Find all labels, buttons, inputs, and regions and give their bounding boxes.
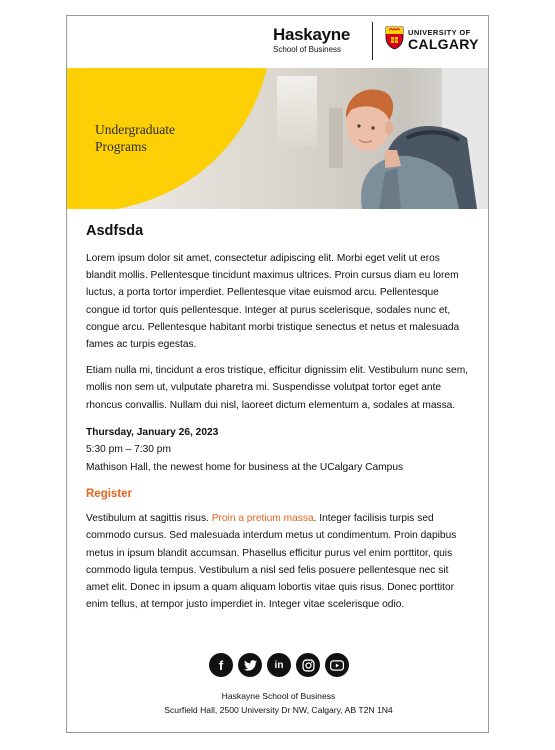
ucalgary-line1: UNIVERSITY OF xyxy=(408,28,471,37)
logo-divider xyxy=(372,22,373,60)
haskayne-wordmark: Haskayne xyxy=(273,25,350,44)
email-header xyxy=(67,16,489,68)
haskayne-subtitle: School of Business xyxy=(273,45,342,54)
email-heading: Asdfsda xyxy=(86,223,144,239)
ucalgary-line2: CALGARY xyxy=(408,36,479,52)
email-frame xyxy=(66,15,489,733)
facebook-icon[interactable]: f xyxy=(209,653,233,677)
paragraph3-text-start: Vestibulum at sagittis risus. xyxy=(86,513,212,525)
event-location: Mathison Hall, the newest home for business at the UCalgary Campus xyxy=(86,461,404,473)
hero-title: Undergraduate Programs xyxy=(95,122,175,154)
event-time: 5:30 pm – 7:30 pm xyxy=(86,444,171,456)
instagram-icon[interactable] xyxy=(296,653,320,677)
footer-school-name: Haskayne School of Business xyxy=(221,691,336,701)
haskayne-logo[interactable] xyxy=(273,26,350,54)
footer-address: Scurfield Hall, 2500 University Dr NW, Calgary, AB T2N 1N4 xyxy=(164,705,393,715)
paragraph3-text-end: . Integer facilisis turpis sed commodo cursus. Sed malesuada interdum metus ut condimentum. Proin dapibus metus in ipsum blandit accumsan. Phasellus efficitur purus vel enim porttitor, quis commodo ligula tempus. Vestibulum a nisl sed felis posuere pellentesque nec sit amet elit. Donec in ipsum a quam aliquam lobortis vitae quis risus. Donec porttitor enim tellus, at tempor justo imperdiet in. Integer vitae scelerisque odio. xyxy=(86,513,457,611)
youtube-icon[interactable] xyxy=(325,653,349,677)
social-links xyxy=(209,653,349,677)
linkedin-icon[interactable]: in xyxy=(267,653,291,677)
ucalgary-shield-icon xyxy=(385,26,404,50)
inline-link[interactable]: Proin a pretium massa xyxy=(211,513,314,525)
email-body xyxy=(86,222,471,622)
twitter-icon[interactable] xyxy=(238,653,262,677)
event-details xyxy=(86,424,471,476)
body-paragraph-3 xyxy=(86,510,471,613)
body-paragraph-2: Etiam nulla mi, tincidunt a eros tristique, efficitur dignissim elit. Vestibulum nunc sem, mollis non sem ut, vulputate pharetra mi. Suspendisse volutpat tortor eget ante rhoncus convallis. Nullam dui nisl, laoreet dictum elementum a, sodales at massa. xyxy=(86,365,469,411)
body-paragraph-1: Lorem ipsum dolor sit amet, consectetur adipiscing elit. Morbi eget velit ut eros blandit mollis. Pellentesque tincidunt maximus ultrices. Proin cursus diam eu lorem luctus, a porta tortor imperdiet. Pellentesque vitae euismod arcu. Pellentesque congue id tortor quis pellentesque. Integer at purus scelerisque, sodales nunc et, congue arcu. Pellentesque habitant morbi tristique senectus et netus et malesuada fames ac turpis egestas. xyxy=(86,253,460,351)
hero-banner xyxy=(67,68,489,209)
event-date: Thursday, January 26, 2023 xyxy=(86,426,219,438)
register-link[interactable]: Register xyxy=(86,488,133,501)
